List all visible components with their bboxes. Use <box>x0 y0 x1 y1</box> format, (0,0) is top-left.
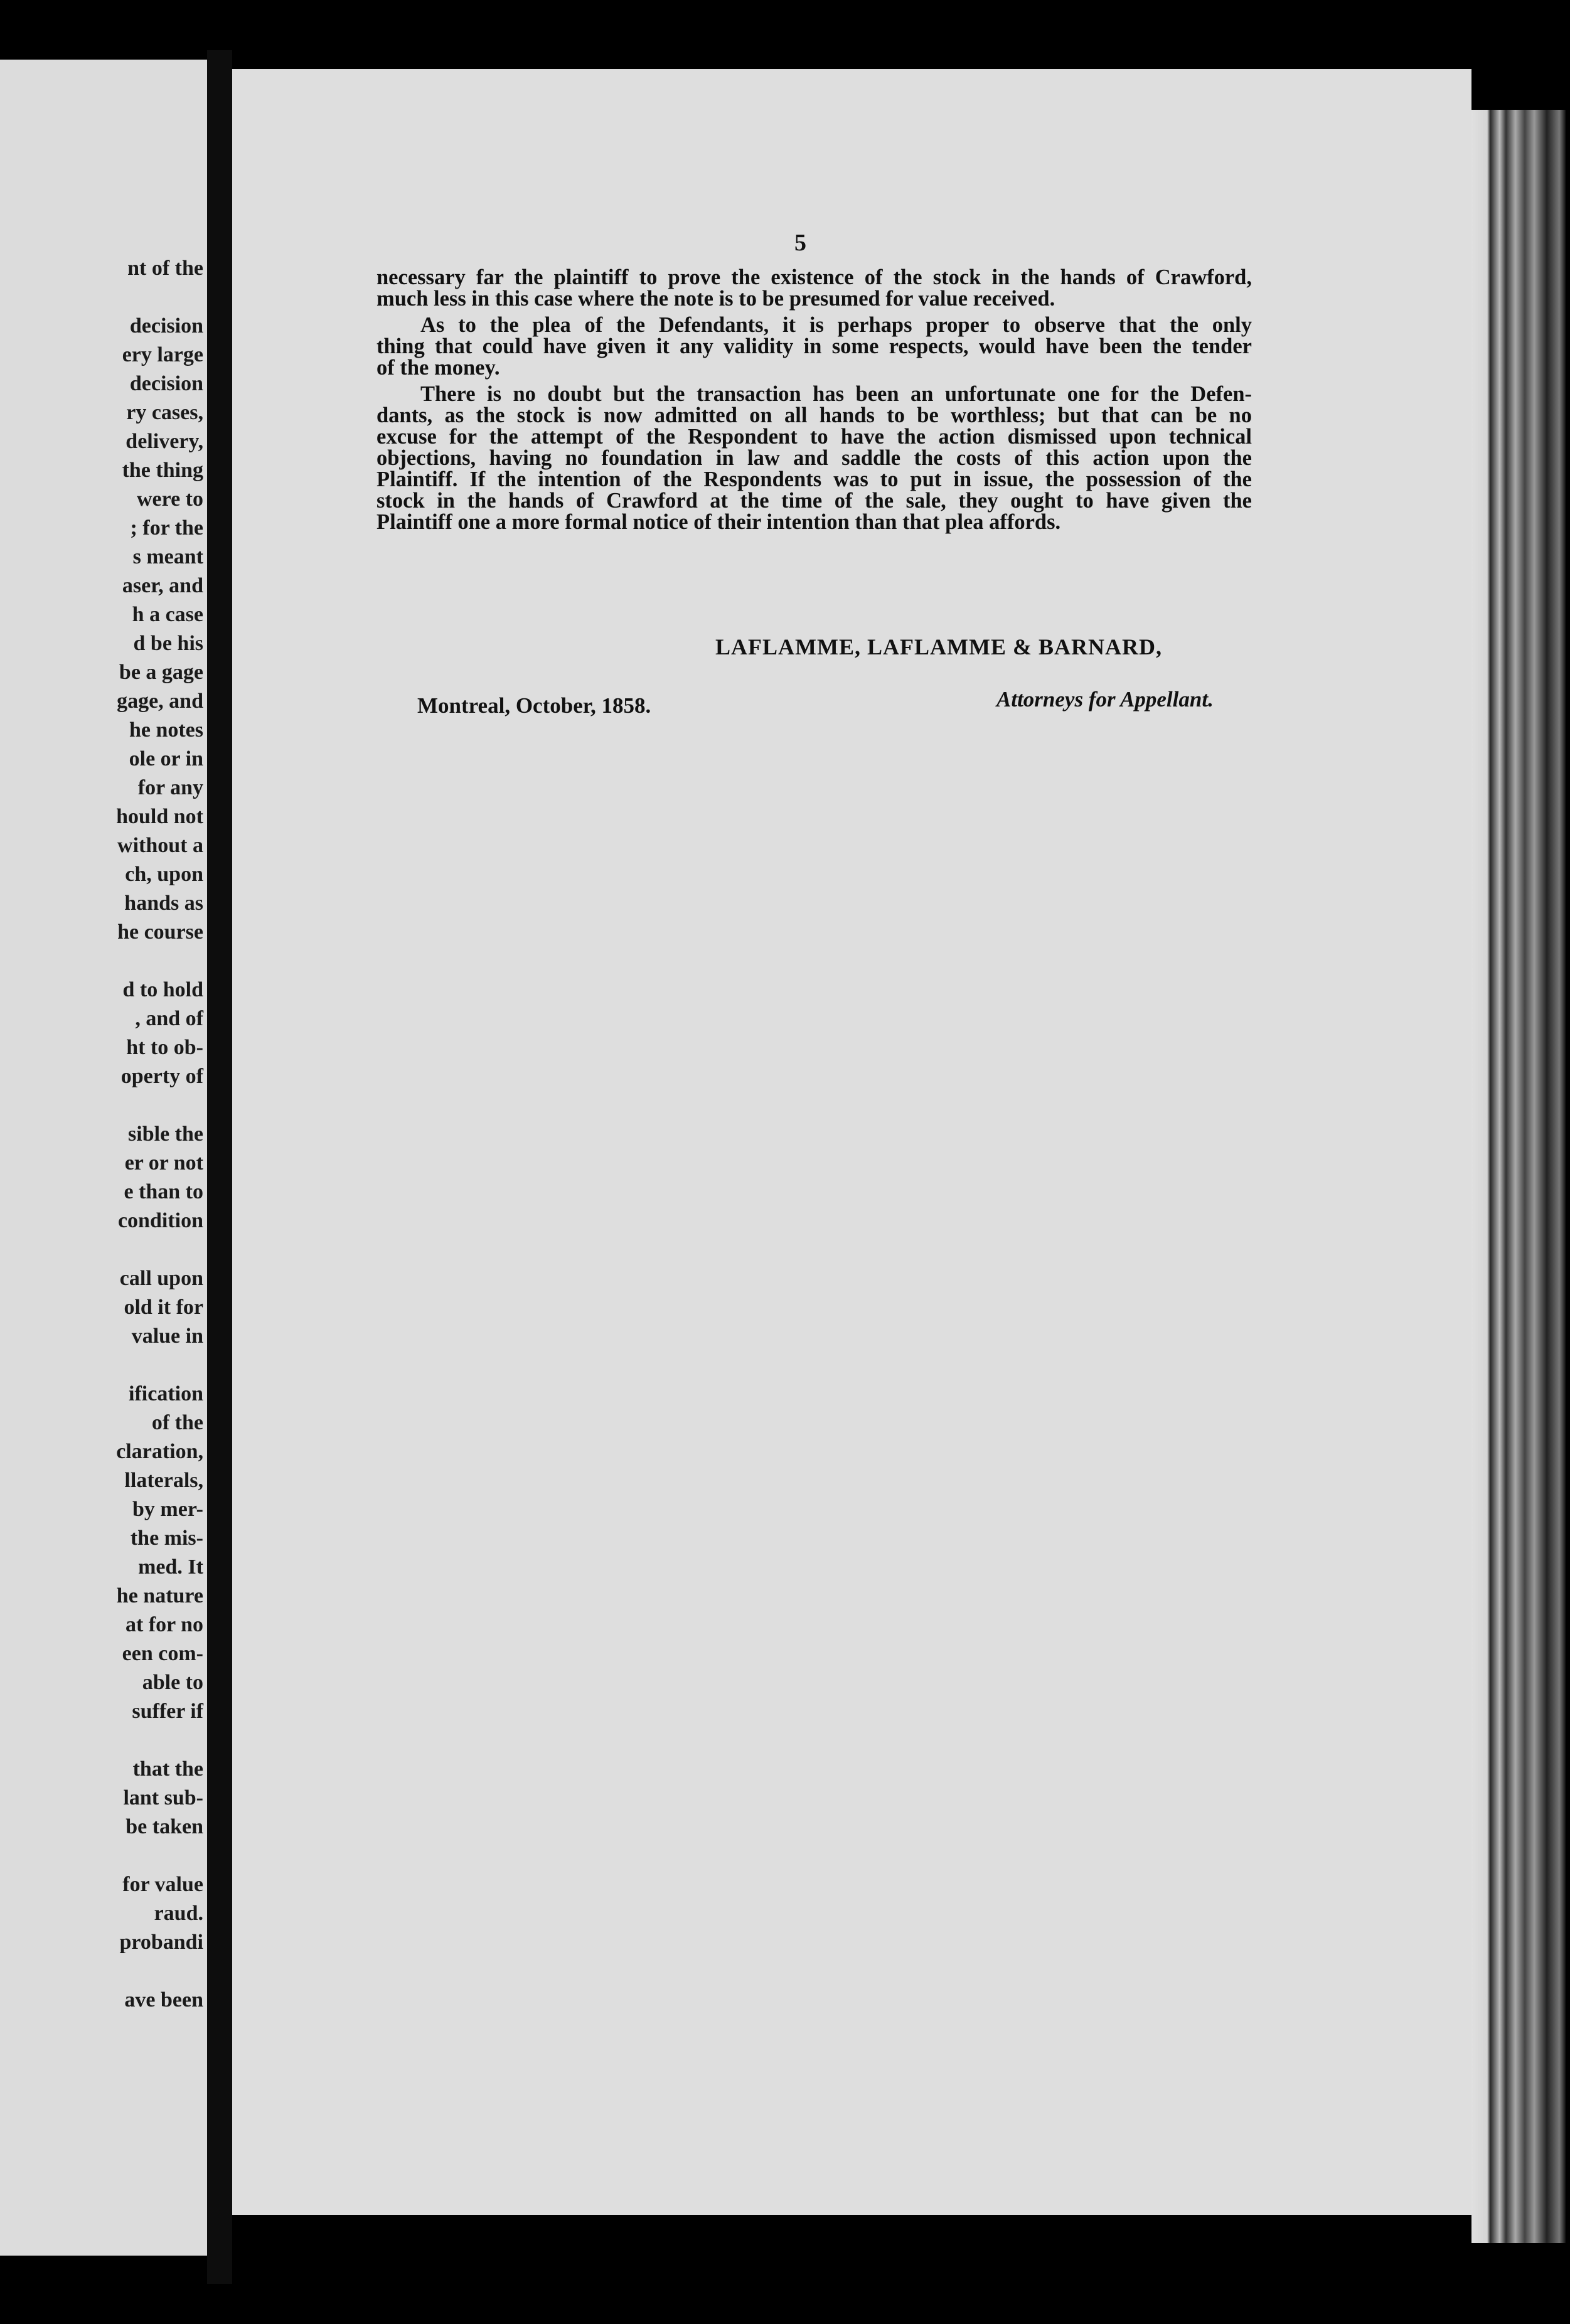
facing-page-line <box>0 283 207 312</box>
facing-page-line: able to <box>142 1671 203 1694</box>
body-line: Plaintiff one a more formal notice of their intention than that plea affords. <box>376 510 1061 534</box>
facing-page-line <box>0 1235 207 1264</box>
facing-page-line <box>0 1351 207 1380</box>
body-line: Plaintiff. If the intention of the Respondents was to put in issue, the possession of the <box>376 467 1252 491</box>
facing-page-line: , and of <box>135 1007 203 1030</box>
facing-page-line: that the <box>132 1757 203 1781</box>
facing-page-line: claration, <box>116 1440 203 1463</box>
facing-page-line: hould not <box>116 805 203 828</box>
facing-page-line: raud. <box>154 1902 203 1925</box>
facing-page-line: without a <box>117 834 203 857</box>
facing-page-line: ole or in <box>129 747 203 770</box>
facing-page-line: d be his <box>133 632 203 655</box>
facing-page-line: operty of <box>120 1065 203 1088</box>
facing-page <box>0 60 207 2256</box>
facing-page-line: he nature <box>116 1584 203 1607</box>
facing-page-line: decision <box>129 372 203 395</box>
facing-page-line: delivery, <box>125 430 203 453</box>
facing-page-line: for any <box>137 776 203 799</box>
facing-page-line: ht to ob- <box>126 1036 203 1059</box>
facing-page-line: d to hold <box>122 978 203 1001</box>
facing-page-line: s meant <box>132 545 203 568</box>
facing-page-line: llaterals, <box>124 1469 203 1492</box>
facing-page-line: condition <box>117 1209 203 1232</box>
body-line: necessary far the plaintiff to prove the existence of the stock in the hands of Crawford, <box>376 265 1252 289</box>
facing-page-line: ification <box>129 1382 203 1405</box>
facing-page-line: gage, and <box>117 690 203 713</box>
facing-page-line: aser, and <box>122 574 203 597</box>
signatory-role: Attorneys for Appellant. <box>996 687 1214 712</box>
facing-page-line: the thing <box>122 459 203 482</box>
page-edges <box>1471 110 1566 2243</box>
facing-page-line: by mer- <box>132 1498 203 1521</box>
body-line: excuse for the attempt of the Respondent to have the action dismissed upon technical <box>376 425 1252 449</box>
facing-page-line: ; for the <box>130 516 203 540</box>
facing-page-line: ch, upon <box>125 863 203 886</box>
place-date: Montreal, October, 1858. <box>417 693 651 718</box>
facing-page-line: for value <box>122 1873 203 1896</box>
facing-page-line: er or not <box>124 1151 203 1175</box>
facing-page-line: e than to <box>124 1180 203 1203</box>
facing-page-line: sible the <box>128 1122 203 1146</box>
facing-page-line: nt of the <box>127 257 203 280</box>
signature: LAFLAMME, LAFLAMME & BARNARD, <box>715 634 1162 659</box>
facing-page-line: lant sub- <box>123 1786 203 1810</box>
facing-page-line: ave been <box>124 1988 203 2012</box>
body-line: of the money. <box>376 356 500 380</box>
facing-page-line: of the <box>151 1411 203 1434</box>
facing-page-line: be a gage <box>119 661 203 684</box>
body-line: much less in this case where the note is to be presumed for value received. <box>376 287 1055 311</box>
book-gutter <box>207 50 232 2284</box>
body-line: There is no doubt but the transaction has been an unfortunate one for the Defen- <box>420 382 1252 406</box>
facing-page-line: he notes <box>129 718 203 742</box>
facing-page-line <box>0 1842 207 1870</box>
facing-page-line <box>0 1957 207 1986</box>
facing-page-line: old it for <box>124 1296 203 1319</box>
facing-page-line: he course <box>117 920 203 944</box>
facing-page-line: ry cases, <box>126 401 203 424</box>
facing-page-line: were to <box>136 488 203 511</box>
facing-page-line <box>0 947 207 976</box>
facing-page-line <box>0 1091 207 1120</box>
body-line: thing that could have given it any validity in some respects, would have been the tender <box>376 334 1252 358</box>
facing-page-line: probandi <box>119 1931 203 1954</box>
facing-page-line: suffer if <box>132 1700 203 1723</box>
facing-page-line: value in <box>131 1325 203 1348</box>
facing-page-line: med. It <box>138 1555 203 1579</box>
facing-page-line: call upon <box>119 1267 203 1290</box>
body-line: As to the plea of the Defendants, it is perhaps proper to observe that the only <box>420 313 1252 337</box>
facing-page-line: een com- <box>122 1642 203 1665</box>
facing-page-line: hands as <box>124 892 203 915</box>
facing-page-line: h a case <box>132 603 203 626</box>
body-line: stock in the hands of Crawford at the time of the sale, they ought to have given the <box>376 489 1252 513</box>
facing-page-line <box>0 1726 207 1755</box>
facing-page-line: the mis- <box>130 1527 203 1550</box>
facing-page-line: at for no <box>125 1613 203 1636</box>
body-text <box>376 267 1252 533</box>
facing-page-line: ery large <box>122 343 203 366</box>
facing-page-line: be taken <box>125 1815 203 1838</box>
facing-page-line: decision <box>129 314 203 338</box>
body-line: dants, as the stock is now admitted on all hands to be worthless; but that can be no <box>376 403 1252 427</box>
page-number: 5 <box>794 230 806 256</box>
body-line: objections, having no foundation in law and saddle the costs of this action upon the <box>376 446 1252 470</box>
facing-page-text <box>0 254 207 2015</box>
